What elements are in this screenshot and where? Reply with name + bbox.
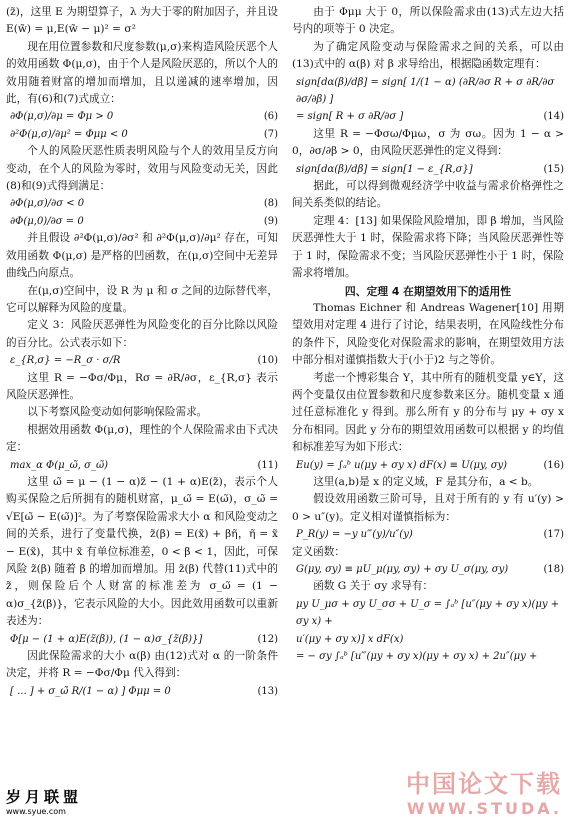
paragraph: 并且假设 ∂²Φ(μ,σ)/∂σ² 和 ∂²Φ(μ,σ)/∂μ² 存在，可知效用函数 Φ(μ,σ) 是严格的凹函数，在(μ,σ)空间中无差异曲线凸向原点。 [6, 232, 278, 280]
equation-16: Eu(y) = ∫ₐᵇ u(μy + σy x) dF(x) ≡ U(μy, σy) (16) [296, 459, 564, 471]
equation-6: ∂Φ(μ,σ)/∂μ = Φμ > 0 (6) [10, 111, 278, 123]
paragraph: 据此，可以得到微观经济学中收益与需求价格弹性之间关系类似的结论。 [292, 180, 564, 210]
equation-17: P_R(y) = −y u‴(y)/u″(y) (17) [296, 529, 564, 541]
paragraph: 个人的风险厌恶性质表明风险与个人的效用呈反方向变动，在个人的风险为零时，效用与风险变动无关，因此(8)和(9)式得到满足： [6, 145, 278, 193]
paragraph: 函数 G 关于 σy 求导有： [313, 580, 434, 593]
paragraph: 为了确定风险变动与保险需求之间的关系，可以由(13)式中的 α(β) 对 β 求导给出，根据隐函数定理有： [292, 40, 564, 71]
equation-7: ∂²Φ(μ,σ)/∂μ² = Φμμ < 0 (7) [10, 128, 278, 140]
definition-paragraph: 定义 3：风险厌恶弹性为风险变化的百分比除以风险的百分比。公式表示如下： [6, 319, 278, 349]
left-column [6, 4, 278, 700]
paragraph: 根据效用函数 Φ(μ,σ)，理性的个人保险需求由下式决定： [6, 423, 278, 454]
section-heading: 四、定理 4 在期望效用下的适用性 [344, 284, 512, 298]
equation-14-line2: = sign[ R + σ ∂R/∂σ ] (14) [296, 111, 564, 123]
equation-19-line1: μy U_μσ + σy U_σσ + U_σ = ∫ₐᵇ [u″(μy + σy x)(μy + σy x) + [296, 598, 560, 628]
right-column [292, 4, 564, 665]
paragraph: 由于 Φμμ 大于 0，所以保险需求由(13)式左边大括号内的项等于 0 决定。 [292, 6, 564, 36]
watermark-logo-left: 岁月联盟 www.syue.com [6, 788, 83, 816]
paragraph: 定义函数： [292, 545, 345, 558]
paragraph: 这里 ω̃ = μ − (1 − α)z̃ − (1 + α)E(z̃)，表示个人购买保险之后所拥有的随机财富，μ_ω̃ = E(ω̃)，σ_ω̃ = √E[ω̃ − E(ω̃)]²。为了考察保险需求大小 α 和风险变动之间的关系，进行了变量代换，z̃(β) = E(x̃) + βη̃，η̃ = x̃ − E(x̃)，其中 x̃ 有单位标准差，0 < β < 1，因此，可保风险 z̃(β) 随着 β 的增加而增加。用 z̃(β) 代替(11)式中的 z̃，则保险后个人财富的标准差为 σ_ω̃ = (1 − α)σ_{z̃(β)}，它表示风险的大小。因此效用函数可以重新表述为： [6, 475, 278, 628]
watermark-logo-right: 中国论文下载 WWW.STUDA. [406, 770, 562, 818]
equation-12: Φ[μ − (1 + α)E(z̃(β)), (1 − α)σ_{z̃(β)}] (12) [10, 633, 278, 645]
paragraph: 现在用位置参数和尺度参数(μ,σ)来构造风险厌恶个人的效用函数 Φ(μ,σ)，由于个人是风险厌恶的，所以个人的效用随着财富的增加而增加，且以递减的速率增加，因此，有(6)和(7)式成立： [6, 40, 278, 106]
equation-9: ∂Φ(μ,0)/∂σ = 0 (9) [10, 215, 278, 227]
paragraph: (z̃)，这里 E 为期望算子，λ 为大于零的附加因子，并且设 E(w̃) = μ,E(w̃ − μ)² = σ² [6, 6, 278, 36]
equation-8: ∂Φ(μ,σ)/∂σ < 0 (8) [10, 198, 278, 210]
paragraph: 以下考察风险变动如何影响保险需求。 [27, 406, 208, 419]
equation-13: [ ... ] + σ_ω̃ R/(1 − α) ] Φμμ = 0 (13) [10, 685, 278, 697]
equation-10: ε_{R,σ} = −R_σ · σ/R (10) [10, 355, 278, 367]
paragraph: 这里 R = −Φσω/Φμω，σ 为 σω。因为 1 − α > 0，∂σ/∂β > 0，由风险厌恶弹性的定义得到： [292, 127, 564, 158]
equation-15: sign[dα(β)/dβ] = sign[1 − ε_{R,σ}] (15) [296, 163, 564, 175]
equation-18: G(μy, σy) ≡ μU_μ(μy, σy) + σy U_σ(μy, σy) (18) [296, 564, 564, 575]
equation-19-line2: u′(μy + σy x)] x dF(x) [296, 633, 404, 645]
paragraph: 因此保险需求的大小 α(β) 由(12)式对 α 的一阶条件决定，并将 R = −Φσ/Φμ 代入得到： [6, 650, 278, 680]
paragraph: 在(μ,σ)空间中，设 R 为 μ 和 σ 之间的边际替代率，它可以解释为风险的度量。 [6, 284, 278, 314]
equation-14-line1: sign[dα(β)/dβ] = sign[ 1/(1 − α) (∂R/∂σ R + σ ∂R/∂σ ∂σ/∂β) ] [296, 76, 555, 106]
equation-11: max_α Φ(μ_ω̃, σ_ω̃) (11) [10, 459, 278, 471]
paragraph: 这里(a,b)是 x 的定义域，F 是其分布，a < b。 [313, 475, 539, 488]
paragraph: Thomas Eichner 和 Andreas Wagener[10] 用期望效用对定理 4 进行了讨论，结果表明，在风险线性分布的条件下，风险变化对保险需求的影响，在期望效用方法中部分相对谨慎指数大于(小于)2 与之等价。 [292, 301, 564, 367]
paragraph: 假设效用函数三阶可导，且对于所有的 y 有 u′(y) > 0 > u″(y)。定义相对谨慎指标为： [292, 493, 564, 523]
theorem-paragraph: 定理 4：[13] 如果保险风险增加，即 β 增加，当风险厌恶弹性大于 1 时，保险需求将下降；当风险厌恶弹性等于 1 时，保险需求不变；当风险厌恶弹性小于 1 时，保险需求将增加。 [292, 214, 564, 280]
paragraph: 这里 R = −Φσ/Φμ，Rσ = ∂R/∂σ，ε_{R,σ} 表示风险厌恶弹性。 [6, 371, 278, 401]
equation-19-line3: = − σy ∫ₐᵇ [u‴(μy + σy x)(μy + σy x) + 2u″(μy + [296, 651, 538, 663]
paragraph: 考虑一个博彩集合 Y，其中所有的随机变量 y∈Y，这两个变量仅由位置参数和尺度参数来区分。随机变量 x 通过任意标准化 y 得到。那么所有 y 的分布与 μy + σy x 分布相同。因此 y 分布的期望效用函数可以根据 y 的均值和标准差写为如下形式： [292, 371, 564, 454]
